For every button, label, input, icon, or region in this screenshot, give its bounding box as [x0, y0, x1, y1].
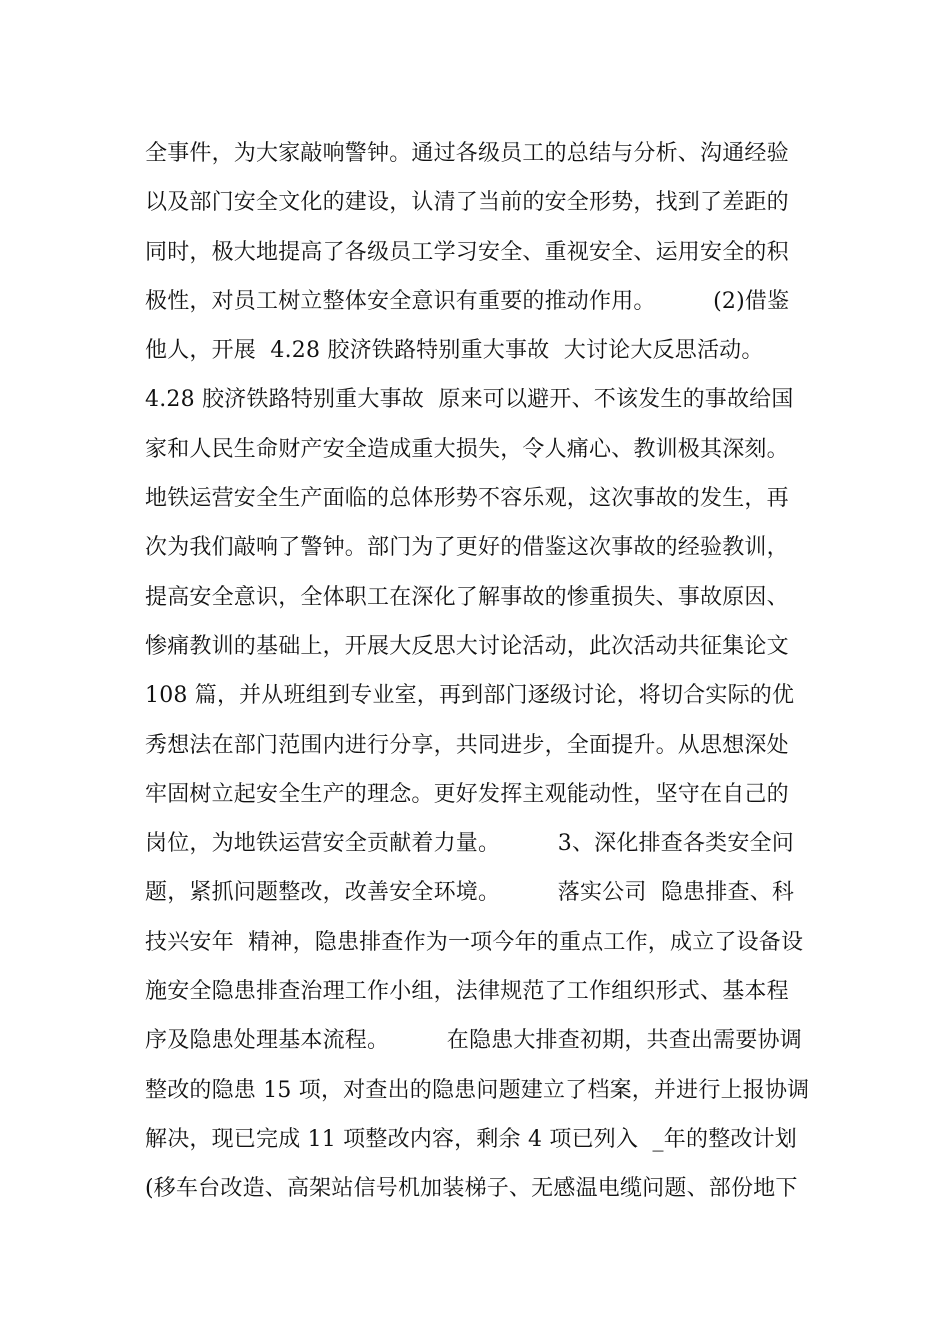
text-line-20: 整改的隐患 15 项，对查出的隐患问题建立了档案，并进行上报协调 — [145, 1077, 810, 1103]
text-line-13: 秀想法在部门范围内进行分享，共同进步，全面提升。从思想深处 — [145, 732, 789, 758]
text-line-3: 同时，极大地提高了各级员工学习安全、重视安全、运用安全的积 — [145, 239, 789, 265]
text-line-6: 4.28 胶济铁路特别重大事故 原来可以避开、不该发生的事故给国 — [145, 387, 794, 413]
text-line-16: 题，紧抓问题整改，改善安全环境。 落实公司 隐患排查、科 — [145, 880, 795, 906]
text-line-22: (移车台改造、高架站信号机加装梯子、无感温电缆问题、部份地下 — [145, 1176, 798, 1202]
text-line-5: 他人，开展 4.28 胶济铁路特别重大事故 大讨论大反思活动。 — [145, 338, 764, 364]
text-line-7: 家和人民生命财产安全造成重大损失，令人痛心、教训极其深刻。 — [145, 436, 789, 462]
text-line-10: 提高安全意识，全体职工在深化了解事故的惨重损失、事故原因、 — [145, 584, 789, 610]
text-line-9: 次为我们敲响了警钟。部门为了更好的借鉴这次事故的经验教训， — [145, 535, 789, 561]
text-line-19: 序及隐患处理基本流程。 在隐患大排查初期，共查出需要协调 — [145, 1028, 802, 1054]
text-line-11: 惨痛教训的基础上，开展大反思大讨论活动，此次活动共征集论文 — [145, 633, 789, 659]
text-line-8: 地铁运营安全生产面临的总体形势不容乐观，这次事故的发生，再 — [145, 486, 789, 512]
text-line-15: 岗位，为地铁运营安全贡献着力量。 3、深化排查各类安全问 — [145, 831, 794, 857]
text-line-1: 全事件，为大家敲响警钟。通过各级员工的总结与分析、沟通经验 — [145, 141, 789, 166]
text-line-4: 极性，对员工树立整体安全意识有重要的推动作用。 (2)借鉴 — [145, 288, 790, 314]
text-line-14: 牢固树立起安全生产的理念。更好发挥主观能动性，坚守在自己的 — [145, 781, 789, 807]
text-line-12: 108 篇，并从班组到专业室，再到部门逐级讨论，将切合实际的优 — [145, 683, 795, 709]
text-line-18: 施安全隐患排查治理工作小组，法律规范了工作组织形式、基本程 — [145, 979, 789, 1005]
text-line-2: 以及部门安全文化的建设，认清了当前的安全形势，找到了差距的 — [145, 190, 789, 216]
body-text — [145, 136, 815, 1221]
text-line-17: 技兴安年 精神，隐患排查作为一项今年的重点工作，成立了设备设 — [145, 929, 804, 955]
text-line-21: 解决，现已完成 11 项整改内容，剩余 4 项已列入 _年的整改计划 — [145, 1126, 797, 1152]
